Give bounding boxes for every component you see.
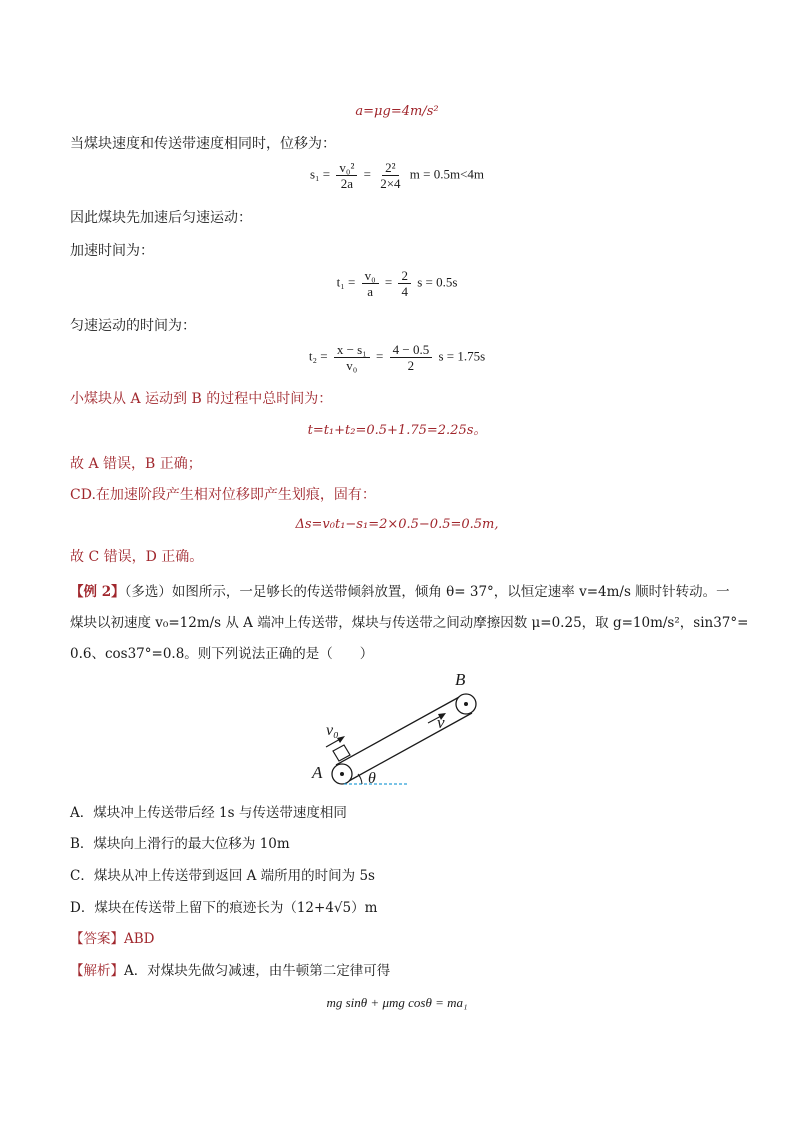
label-v0: v₀: [326, 722, 339, 739]
label-theta: θ: [368, 770, 376, 787]
text-uniform-time: 匀速运动的时间为：: [70, 318, 196, 334]
example-text-1: （多选）如图所示，一足够长的传送带倾斜放置，倾角 θ= 37°，以恒定速率 v=4m/s 顺时针转动。一: [124, 584, 730, 600]
equation-acceleration: a=μg=4m/s²: [355, 104, 439, 119]
answer-line: [70, 929, 155, 949]
eq-t1-n1: v₀: [362, 268, 379, 284]
label-b: B: [455, 670, 466, 689]
example-line-2: 煤块以初速度 v₀=12m/s 从 A 端冲上传送带，煤块与传送带之间动摩擦因数 μ=0.25，取 g=10m/s²，sin37°=: [70, 615, 749, 631]
eq-s1-lhs: s₁ =: [309, 166, 331, 182]
eq-s1-frac1: [336, 160, 357, 191]
eq-t1-d2: 4: [401, 284, 408, 299]
equation-delta-s: Δs=v₀t₁−s₁=2×0.5−0.5=0.5m,: [295, 517, 499, 532]
eq-t2-equals: =: [376, 348, 384, 364]
analysis-line: [70, 961, 390, 981]
equation-t1: [0, 268, 794, 299]
text-total-time-intro: 小煤块从 A 运动到 B 的过程中总时间为：: [70, 391, 333, 407]
conveyor-figure: [300, 665, 500, 795]
eq-t2-d1: v₀: [346, 358, 358, 373]
belt-bottom-line: [347, 713, 472, 782]
eq-s1-d1: 2a: [340, 176, 354, 191]
text-conclusion-ab: 故 A 错误，B 正确；: [70, 456, 202, 472]
pulley-b-axle: [464, 702, 468, 706]
example-line-1: [70, 582, 730, 602]
equation-newton: mg sinθ + μmg cosθ = ma₁: [326, 995, 468, 1010]
analysis-text: A．对煤块先做匀减速，由牛顿第二定律可得: [124, 963, 391, 979]
eq-t1-equals: =: [384, 274, 393, 290]
eq-t2-rhs: s = 1.75s: [438, 348, 486, 364]
eq-t2-n2: 4 − 0.5: [390, 342, 433, 358]
eq-s1-n1: v₀²: [336, 160, 357, 176]
example-tag: 【例 2】: [70, 584, 125, 600]
eq-s1-rhs: m = 0.5m<4m: [409, 166, 485, 182]
eq-t1-frac1: [362, 268, 379, 299]
eq-t1-rhs: s = 0.5s: [417, 274, 458, 290]
eq-t2-d2: 2: [407, 358, 415, 373]
eq-t1-frac2: [398, 268, 411, 299]
eq-t1-d1: a: [367, 284, 373, 299]
eq-t2-frac1: [334, 342, 370, 373]
eq-s1-n2: 2²: [382, 160, 398, 176]
equation-s1: [0, 160, 794, 191]
option-c: C．煤块从冲上传送带到返回 A 端所用的时间为 5s: [70, 868, 375, 884]
analysis-tag: 【解析】: [70, 963, 124, 979]
eq-t1-lhs: t₁ =: [336, 274, 356, 290]
equation-total-time: t=t₁+t₂=0.5+1.75=2.25s。: [307, 423, 487, 438]
eq-t1-n2: 2: [398, 268, 411, 284]
eq-t2-frac2: [390, 342, 433, 373]
eq-s1-frac2: [377, 160, 403, 191]
answer-value: ABD: [124, 931, 155, 947]
option-b: B．煤块向上滑行的最大位移为 10m: [70, 836, 290, 852]
eq-t2-lhs: t₂ =: [308, 348, 328, 364]
text-cd-intro: CD.在加速阶段产生相对位移即产生划痕，固有：: [70, 487, 376, 503]
option-a: A．煤块冲上传送带后经 1s 与传送带速度相同: [70, 805, 347, 821]
answer-tag: 【答案】: [70, 931, 124, 947]
text-accelerate-then-uniform: 因此煤块先加速后匀速运动：: [70, 210, 252, 226]
pulley-a-axle: [340, 772, 344, 776]
label-a: A: [312, 763, 323, 782]
equation-t2: [0, 342, 794, 373]
example-line-3: 0.6、cos37°=0.8。则下列说法正确的是（ ）: [70, 646, 374, 662]
option-d: D．煤块在传送带上留下的痕迹长为（12+4√5）m: [70, 900, 378, 916]
eq-s1-equals: =: [363, 166, 371, 182]
label-v: v: [437, 713, 445, 732]
text-displacement-intro: 当煤块速度和传送带速度相同时，位移为：: [70, 136, 336, 152]
eq-s1-d2: 2×4: [380, 176, 401, 191]
text-acceleration-time: 加速时间为：: [70, 243, 154, 259]
eq-t2-n1: x − s₁: [334, 342, 370, 358]
text-conclusion-cd: 故 C 错误，D 正确。: [70, 549, 204, 565]
